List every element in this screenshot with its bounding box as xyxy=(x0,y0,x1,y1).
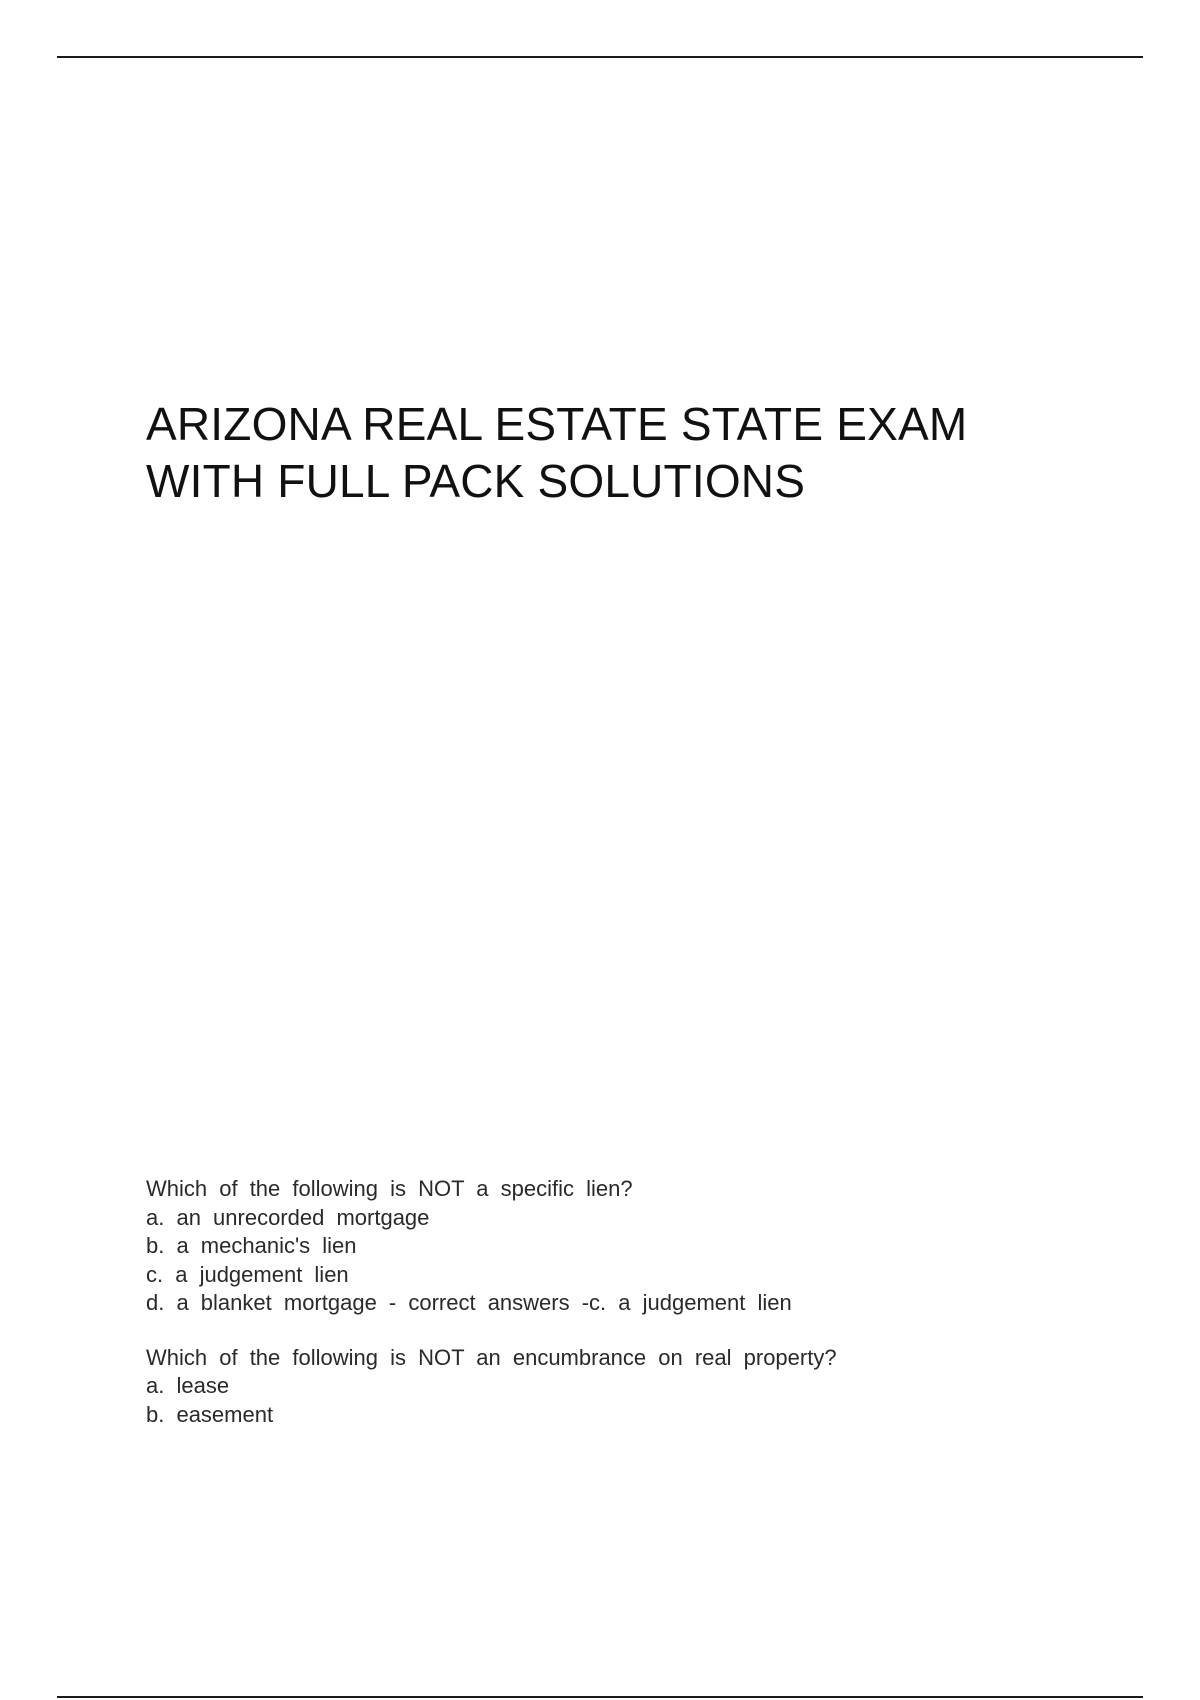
top-rule xyxy=(57,56,1143,58)
question-text: Which of the following is NOT a specific lien? xyxy=(146,1176,633,1201)
title-line-1: ARIZONA REAL ESTATE STATE EXAM xyxy=(146,398,968,450)
answer-option: d. a blanket mortgage - correct answers -c. a judgement lien xyxy=(146,1290,792,1315)
bottom-rule xyxy=(57,1696,1143,1698)
answer-option: b. a mechanic's lien xyxy=(146,1233,357,1258)
question-block xyxy=(146,1344,1046,1430)
title-line-2: WITH FULL PACK SOLUTIONS xyxy=(146,455,806,507)
question-list xyxy=(146,1175,1046,1455)
answer-option: b. easement xyxy=(146,1401,274,1427)
question-text: Which of the following is NOT an encumbrance on real property? xyxy=(146,1344,837,1370)
answer-option: a. an unrecorded mortgage xyxy=(146,1204,430,1230)
answer-option: a. lease xyxy=(146,1373,230,1398)
question-block xyxy=(146,1175,1046,1318)
answer-option: c. a judgement lien xyxy=(146,1261,349,1287)
document-title xyxy=(146,396,1106,510)
